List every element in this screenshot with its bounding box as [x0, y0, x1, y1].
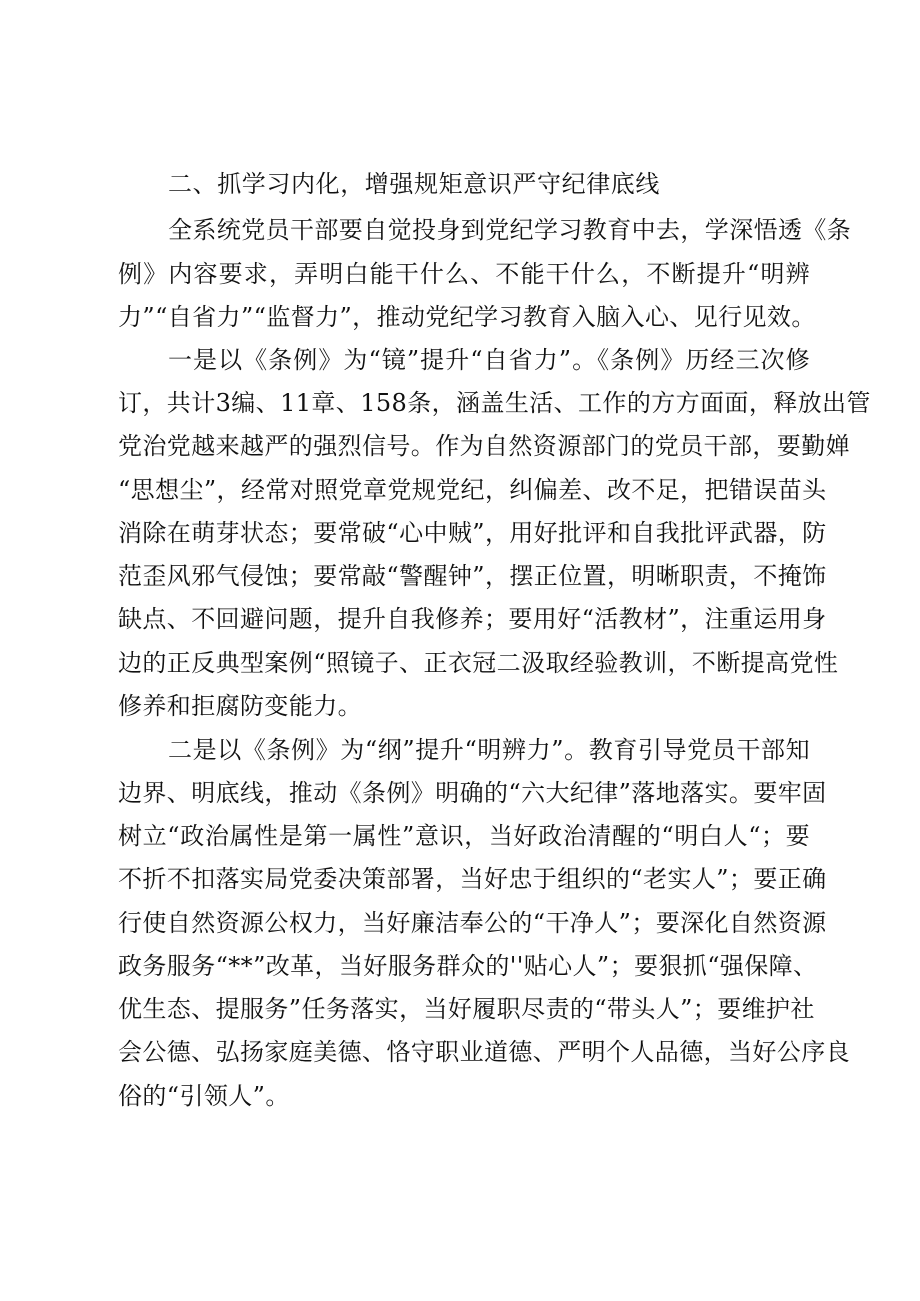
paragraph-line: “思想尘”，经常对照党章党规党纪，纠偏差、改不足，把错误苗头	[118, 476, 827, 504]
paragraph-line: 全系统党员干部要自觉投身到党纪学习教育中去，学深悟透《条	[168, 216, 852, 244]
paragraph-line: 一是以《条例》为“镜”提升“自省力”。《条例》历经三次修	[168, 346, 810, 374]
paragraph-line: 边界、明底线，推动《条例》明确的“六大纪律”落地落实。要牢固	[118, 779, 827, 807]
paragraph-line: 例》内容要求，弄明白能干什么、不能干什么，不断提升“明辨	[118, 260, 810, 288]
paragraph-line: 行使自然资源公权力，当好廉洁奉公的“干净人”；要深化自然资源	[118, 909, 827, 937]
paragraph-line: 订，共计3编、11章、158条，涵盖生活、工作的方方面面，释放出管	[118, 389, 871, 417]
paragraph-line: 消除在萌芽状态；要常破“心中贼”，用好批评和自我批评武器，防	[118, 519, 827, 547]
paragraph-line: 树立“政治属性是第一属性”意识，当好政治清醒的“明白人“；要	[118, 822, 810, 850]
paragraph-line: 政务服务“**”改革，当好服务群众的''贴心人”；要狠抓“强保障、	[118, 952, 818, 980]
paragraph-line: 优生态、提服务”任务落实，当好履职尽责的“带头人”；要维护社	[118, 995, 815, 1023]
paragraph-line: 缺点、不回避问题，提升自我修养；要用好“活教材”，注重运用身	[118, 605, 827, 633]
section-heading: 二、抓学习内化，增强规矩意识严守纪律底线	[168, 170, 660, 198]
paragraph-line: 会公德、弘扬家庭美德、恪守职业道德、严明个人品德，当好公序良	[118, 1038, 850, 1066]
paragraph-line: 俗的“引领人”。	[118, 1082, 290, 1110]
paragraph-line: 不折不扣落实局党委决策部署，当好忠于组织的“老实人”；要正确	[118, 865, 827, 893]
paragraph-line: 范歪风邪气侵蚀；要常敲“警醒钟”，摆正位置，明晰职责，不掩饰	[118, 562, 827, 590]
paragraph-line: 边的正反典型案例“照镜子、正衣冠二汲取经验教训，不断提高党性	[118, 649, 839, 677]
paragraph-line: 力”“自省力”“监督力”，推动党纪学习教育入脑入心、见行见效。	[118, 303, 816, 331]
paragraph-line: 党治党越来越严的强烈信号。作为自然资源部门的党员干部，要勤婵	[118, 432, 850, 460]
paragraph-line: 修养和拒腐防变能力。	[118, 692, 362, 720]
paragraph-line: 二是以《条例》为“纲”提升“明辨力”。教育引导党员干部知	[168, 736, 810, 764]
